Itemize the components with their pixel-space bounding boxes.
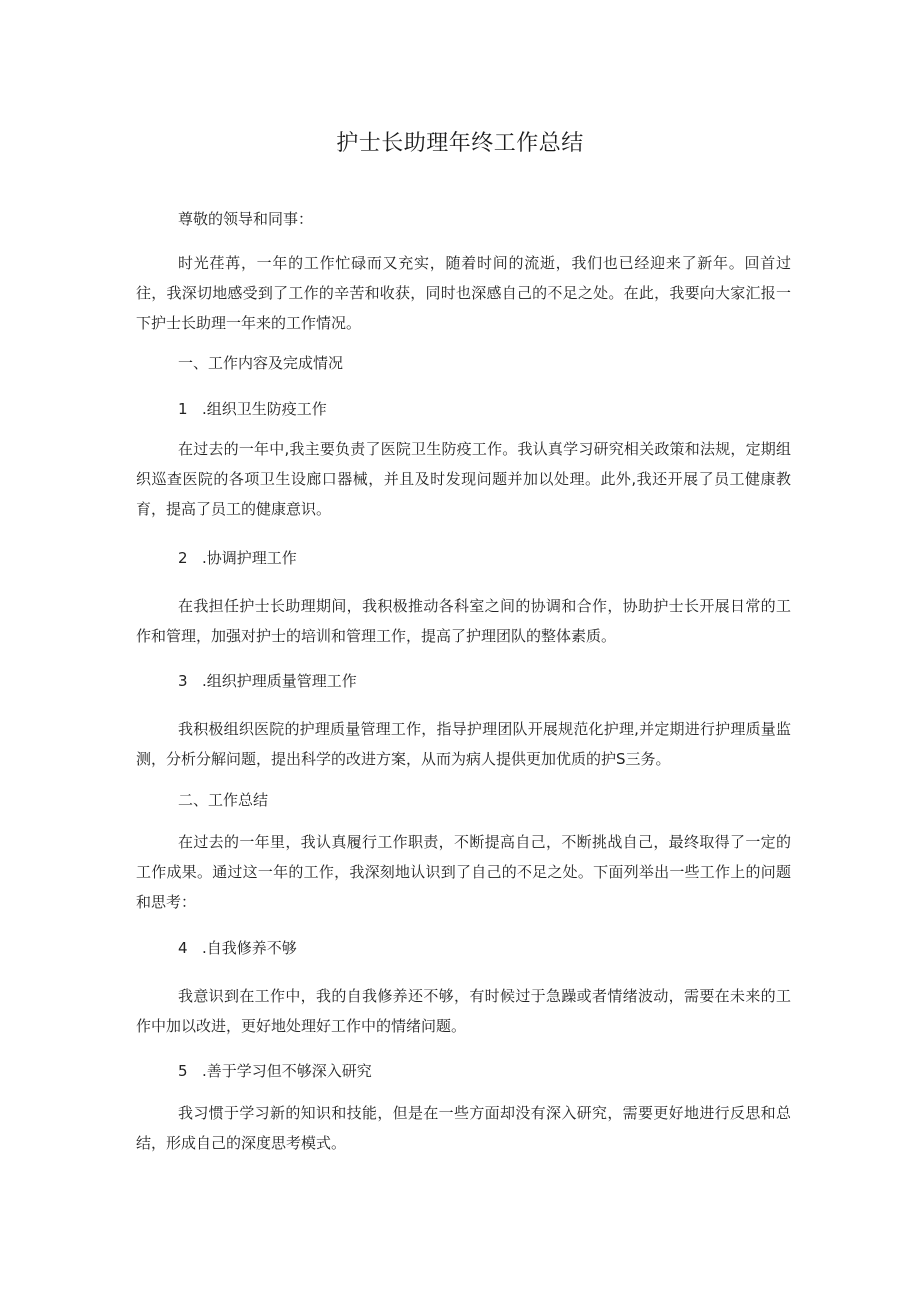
item5-title: .善于学习但不够深入研究 [202,1062,372,1080]
item3-body: 我积极组织医院的护理质量管理工作，指导护理团队开展规范化护理,并定期进行护理质量监测，分析分解问题，提出科学的改进方案，从而为病人提供更加优质的护S三务。 [136,720,791,768]
section2-heading: 二、工作总结 [178,791,269,809]
item5-heading [136,1056,833,1086]
item5-number: 5 [178,1062,188,1080]
item1-heading [136,394,833,424]
item4-body: 我意识到在工作中，我的自我修养还不够，有时候过于急躁或者情绪波动，需要在未来的工作中加以改进，更好地处理好工作中的情绪问题。 [136,987,791,1035]
item2-number: 2 [178,549,188,567]
item1-body: 在过去的一年中,我主要负责了医院卫生防疫工作。我认真学习研究相关政策和法规，定期组织巡查医院的各项卫生设廊口器械，并且及时发现问题并加以处理。此外,我还开展了员工健康教育，提高了员工的健康意识。 [136,440,791,518]
item2-heading [136,543,833,573]
item1-number: 1 [178,400,188,418]
intro-paragraph: 时光荏苒，一年的工作忙碌而又充实，随着时间的流逝，我们也已经迎来了新年。回首过往，我深切地感受到了工作的辛苦和收获，同时也深感自己的不足之处。在此，我要向大家汇报一下护士长助理一年来的工作情况。 [136,254,791,332]
section1-heading: 一、工作内容及完成情况 [178,354,344,372]
item3-heading [136,666,833,696]
document-title: 护士长助理年终工作总结 [336,131,584,156]
item2-title: .协调护理工作 [202,549,297,567]
item1-title: .组织卫生防疫工作 [202,400,327,418]
greeting: 尊敬的领导和同事： [178,210,314,228]
item3-title: .组织护理质量管理工作 [202,672,357,690]
section2-paragraph: 在过去的一年里，我认真履行工作职责，不断提高自己，不断挑战自己，最终取得了一定的工作成果。通过这一年的工作，我深刻地认识到了自己的不足之处。下面列举出一些工作上的问题和思考： [136,833,791,911]
item4-title: .自我修养不够 [202,939,297,957]
item5-body: 我习惯于学习新的知识和技能，但是在一些方面却没有深入研究，需要更好地进行反思和总结，形成自己的深度思考模式。 [136,1104,791,1152]
item4-heading [136,933,833,963]
item4-number: 4 [178,939,188,957]
item2-body: 在我担任护士长助理期间，我积极推动各科室之间的协调和合作，协助护士长开展日常的工作和管理，加强对护士的培训和管理工作，提高了护理团队的整体素质。 [136,597,791,645]
item3-number: 3 [178,672,188,690]
